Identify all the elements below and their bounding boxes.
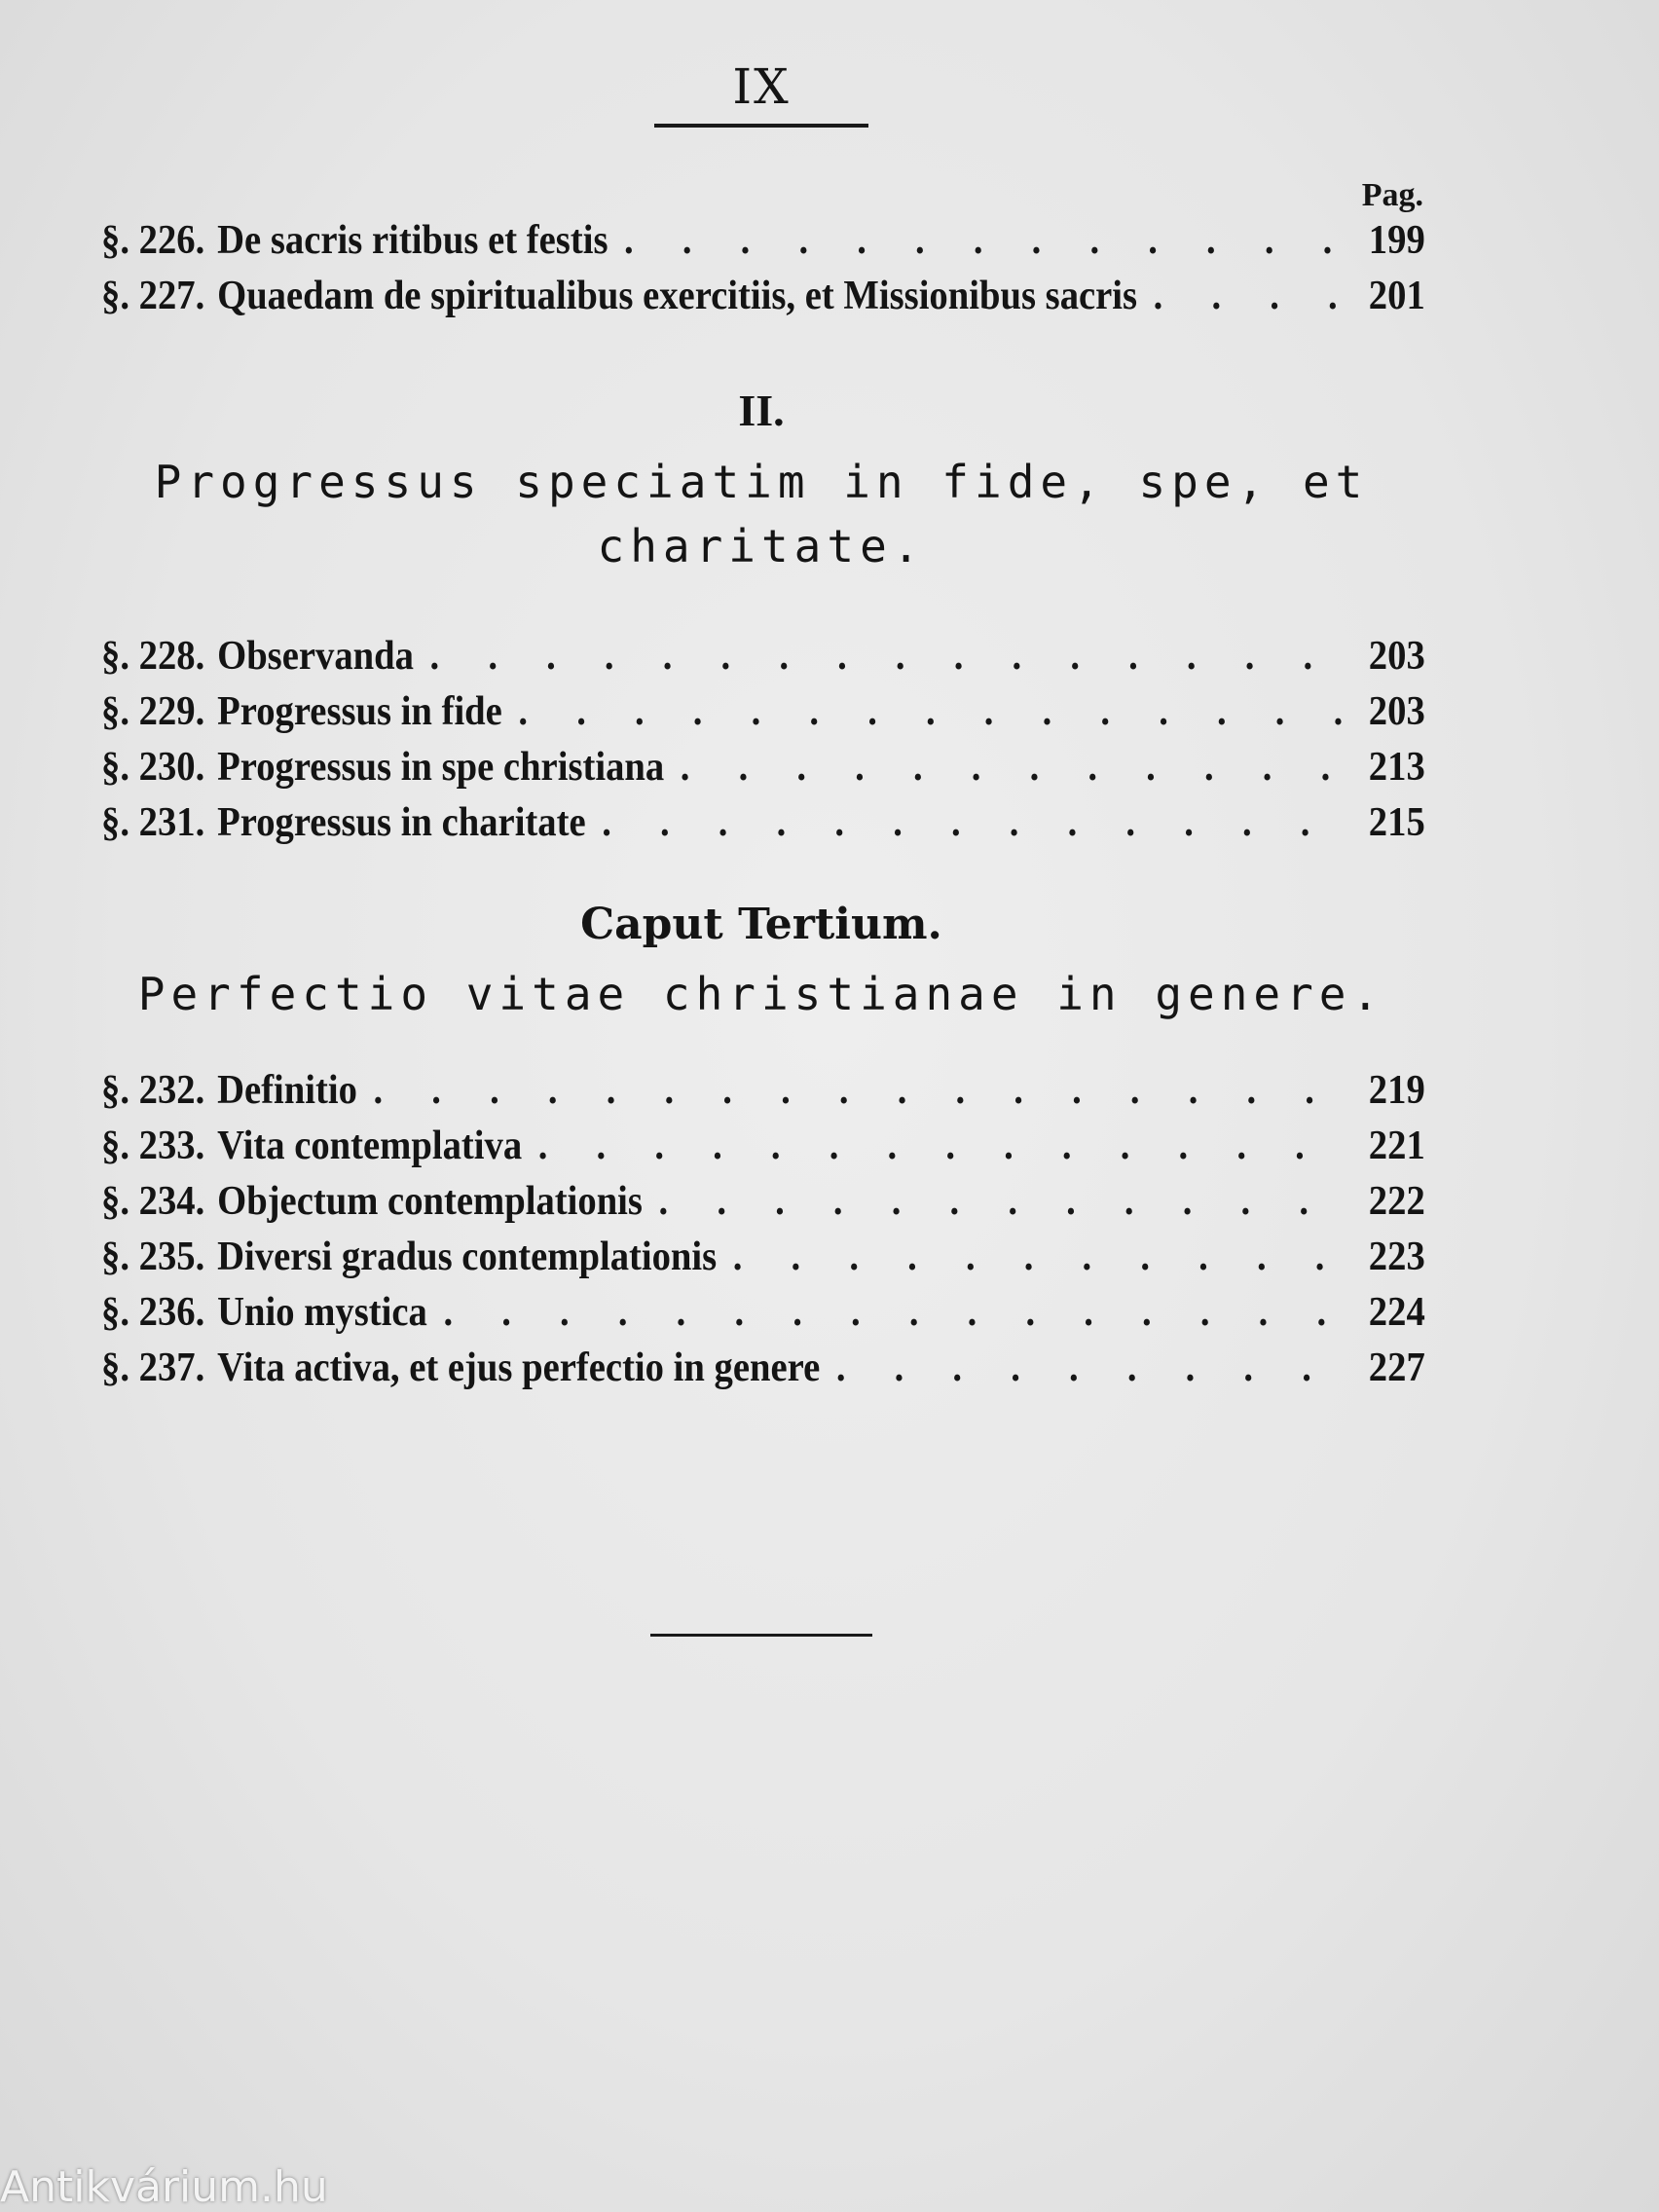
entry-title: Definitio xyxy=(217,1068,357,1113)
section-number: §. 232. xyxy=(101,1068,205,1113)
entry-title: Progressus in charitate xyxy=(217,800,586,845)
section-number: §. 226. xyxy=(101,218,205,263)
entry-page: 227 xyxy=(1368,1346,1425,1390)
header-rule xyxy=(654,124,868,128)
entry-title: Progressus in spe christiana xyxy=(217,745,665,790)
dot-leader xyxy=(374,1067,1346,1114)
entry-title: Vita activa, et ejus perfectio in genere xyxy=(217,1346,821,1390)
toc-entry xyxy=(101,799,1425,855)
section-number: §. 230. xyxy=(101,745,205,790)
section-number: §. 231. xyxy=(101,800,205,845)
toc-entry xyxy=(101,1178,1425,1234)
entry-page: 203 xyxy=(1368,689,1425,734)
section-number: §. 227. xyxy=(101,274,205,318)
dot-leader xyxy=(836,1345,1346,1391)
toc-group-1 xyxy=(101,217,1425,328)
entry-title: Quaedam de spiritualibus exercitiis, et Missionibus sacris xyxy=(217,274,1138,318)
pag-column-label: Pag. xyxy=(1361,177,1423,213)
section-number: §. 236. xyxy=(101,1290,205,1335)
chapter-heading: Caput Tertium. xyxy=(580,900,942,949)
section-number: §. 233. xyxy=(101,1124,205,1168)
watermark: Antikvárium.hu xyxy=(0,2162,328,2212)
closing-rule xyxy=(650,1634,872,1637)
part-title xyxy=(0,450,1523,578)
dot-leader xyxy=(733,1234,1346,1280)
dot-leader xyxy=(602,799,1346,846)
toc-entry xyxy=(101,633,1425,688)
section-number: §. 228. xyxy=(101,634,205,679)
toc-entry xyxy=(101,1345,1425,1400)
entry-page: 199 xyxy=(1368,218,1425,263)
entry-title: Observanda xyxy=(217,634,414,679)
part-title-line-2: charitate. xyxy=(597,520,926,572)
dot-leader xyxy=(443,1289,1346,1336)
entry-title: Unio mystica xyxy=(217,1290,427,1335)
entry-title: De sacris ritibus et festis xyxy=(217,218,608,263)
dot-leader xyxy=(681,744,1346,791)
dot-leader xyxy=(624,217,1346,264)
toc-entry xyxy=(101,688,1425,744)
toc-entry xyxy=(101,744,1425,799)
entry-title: Progressus in fide xyxy=(217,689,502,734)
part-number: II. xyxy=(738,386,785,435)
entry-page: 223 xyxy=(1368,1235,1425,1279)
toc-entry xyxy=(101,1234,1425,1289)
entry-page: 215 xyxy=(1368,800,1425,845)
toc-group-2 xyxy=(101,633,1425,855)
entry-page: 222 xyxy=(1368,1179,1425,1224)
entry-title: Diversi gradus contemplationis xyxy=(217,1235,718,1279)
toc-group-3 xyxy=(101,1067,1425,1400)
chapter-title: Perfectio vitae christianae in genere. xyxy=(137,968,1385,1020)
section-number: §. 229. xyxy=(101,689,205,734)
entry-page: 221 xyxy=(1368,1124,1425,1168)
entry-page: 224 xyxy=(1368,1290,1425,1335)
dot-leader xyxy=(430,633,1346,680)
section-number: §. 235. xyxy=(101,1235,205,1279)
toc-entry xyxy=(101,217,1425,273)
dot-leader xyxy=(538,1123,1346,1169)
section-number: §. 234. xyxy=(101,1179,205,1224)
entry-page: 213 xyxy=(1368,745,1425,790)
toc-entry xyxy=(101,1067,1425,1123)
dot-leader xyxy=(518,688,1346,735)
part-title-line-1: Progressus speciatim in fide, spe, et xyxy=(154,456,1369,508)
dot-leader xyxy=(1154,273,1346,319)
toc-entry xyxy=(101,1123,1425,1178)
toc-entry xyxy=(101,1289,1425,1345)
entry-page: 219 xyxy=(1368,1068,1425,1113)
entry-page: 203 xyxy=(1368,634,1425,679)
entry-title: Vita contemplativa xyxy=(217,1124,523,1168)
page-number: IX xyxy=(732,58,791,115)
section-number: §. 237. xyxy=(101,1346,205,1390)
entry-page: 201 xyxy=(1368,274,1425,318)
entry-title: Objectum contemplationis xyxy=(217,1179,643,1224)
toc-entry xyxy=(101,273,1425,328)
dot-leader xyxy=(659,1178,1346,1225)
